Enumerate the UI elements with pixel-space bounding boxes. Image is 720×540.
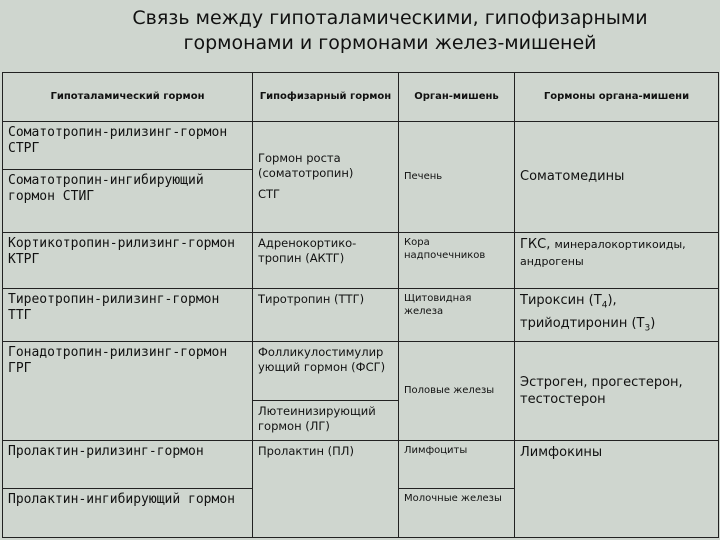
- thyroxine-text: Тироксин (Т: [520, 293, 602, 309]
- thyroxine-end: ),: [607, 293, 617, 309]
- header-hypothalamic: Гипоталамический гормон: [3, 73, 253, 122]
- table-row: [3, 232, 719, 289]
- cell-prolactin: Пролактин (ПЛ): [253, 440, 399, 537]
- header-target: Гормоны органа-мишени: [515, 73, 719, 122]
- cell-prl-inhibiting: Пролактин-ингибирующий гормон: [3, 489, 253, 538]
- gh-abbr: СТГ: [258, 187, 281, 202]
- cell-gks: [515, 232, 719, 289]
- t3-subscript: 3: [644, 323, 651, 334]
- cell-sex-hormones: Эстроген, прогестерон, тестостерон: [515, 341, 719, 440]
- cell-gh: [253, 121, 399, 232]
- header-organ: Орган-мишень: [399, 73, 515, 122]
- cell-ttg-releasing: Тиреотропин-рилизинг-гормон ТТГ: [3, 289, 253, 342]
- cell-actg: Адренокортико-тропин (АКТГ): [253, 232, 399, 289]
- table-row: [3, 341, 719, 400]
- slide-title: [0, 6, 720, 56]
- cell-thyroid: Щитовидная железа: [399, 289, 515, 342]
- cell-liver: Печень: [399, 121, 515, 232]
- cell-fsh: Фолликулостимулир ующий гормон (ФСГ): [253, 341, 399, 400]
- cell-lh: Лютеинизирующий гормон (ЛГ): [253, 400, 399, 440]
- hormone-table: [2, 72, 719, 538]
- cell-lymphokines: Лимфокины: [515, 440, 719, 537]
- cell-adrenal: Кора надпочечников: [399, 232, 515, 289]
- t4-subscript: 4: [601, 300, 608, 311]
- gks-rest: минералокортикоиды, андрогены: [520, 237, 686, 268]
- title-line-2: гормонами и гормонами желез-мишеней: [183, 32, 597, 54]
- header-pituitary: Гипофизарный гормон: [253, 73, 399, 122]
- cell-grg: Гонадотропин-рилизинг-гормон ГРГ: [3, 341, 253, 440]
- thyroxine-line: [520, 292, 713, 315]
- cell-ttg: Тиротропин (ТТГ): [253, 289, 399, 342]
- cell-strg: Соматотропин-рилизинг-гормон СТРГ: [3, 121, 253, 170]
- title-line-1: Связь между гипоталамическими, гипофизарными: [132, 7, 648, 29]
- table-row: [3, 121, 719, 170]
- cell-stig: Соматотропин-ингибирующий гормон СТИГ: [3, 170, 253, 233]
- cell-lymphocytes: Лимфоциты: [399, 440, 515, 489]
- cell-ktrg: Кортикотропин-рилизинг-гормон КТРГ: [3, 232, 253, 289]
- table-row: [3, 289, 719, 342]
- cell-somatomedins: Соматомедины: [515, 121, 719, 232]
- triiodo-line: [520, 315, 713, 338]
- triiodo-end: ): [650, 315, 656, 331]
- table-row: [3, 440, 719, 489]
- cell-prl-releasing: Пролактин-рилизинг-гормон: [3, 440, 253, 489]
- gks-main: ГКС,: [520, 236, 551, 252]
- header-row: [3, 73, 719, 122]
- triiodo-text: трийодтиронин (Т: [520, 315, 645, 331]
- cell-mammary: Молочные железы: [399, 489, 515, 538]
- cell-gonads: Половые железы: [399, 341, 515, 440]
- gh-name: Гормон роста (соматотропин): [258, 151, 354, 181]
- cell-thyroid-hormones: [515, 289, 719, 342]
